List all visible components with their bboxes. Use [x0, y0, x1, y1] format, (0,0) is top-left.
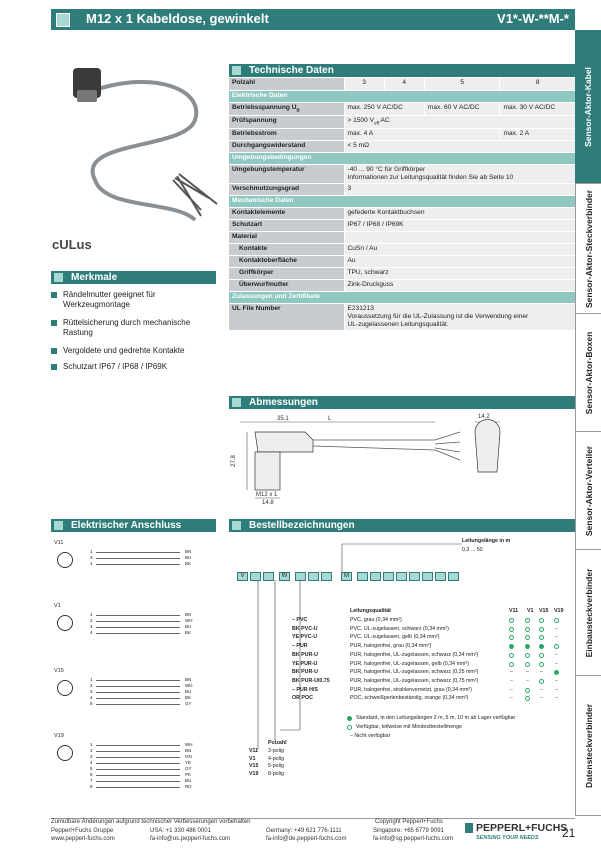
- pin-number: 3: [90, 689, 93, 694]
- pin-number: 2: [90, 683, 93, 688]
- dim-m12: M12 x 1: [256, 492, 278, 498]
- wire-color: WH: [185, 742, 193, 747]
- wire-color: BU: [185, 689, 192, 694]
- connector-name: V1: [54, 603, 61, 609]
- not-available-mark: –: [510, 695, 513, 702]
- cable-description: PUR, halogenfrei, UL-zugelassen, schwarz (0,25 mm²): [350, 669, 479, 676]
- wire-color: WH: [185, 683, 193, 688]
- polzahl-title: Polzahl: [268, 740, 287, 746]
- polzahl-desc: 3-polig: [268, 748, 284, 754]
- pin-number: 6: [90, 772, 93, 777]
- footer-sg-phone: Singapore: +65 6779 9091: [373, 828, 444, 834]
- cable-code: BK PVC-U: [292, 625, 318, 632]
- wire-color: BN: [185, 748, 192, 753]
- pin-number: 7: [90, 778, 93, 783]
- not-available-mark: –: [540, 686, 543, 693]
- wire-line: [96, 781, 180, 782]
- available-dot-icon: [525, 662, 530, 667]
- cable-code: BK PUR-U: [292, 651, 318, 658]
- pin-number: 3: [90, 624, 93, 629]
- not-available-mark: –: [526, 669, 529, 676]
- cable-description: PVC, UL-zugelassen, gelb (0,34 mm²): [350, 634, 440, 641]
- wire-line: [96, 757, 180, 758]
- cable-description: PUR, halogenfrei, UL-zugelassen, gelb (0,34 mm²): [350, 660, 469, 667]
- pf-logo-text: PEPPERL+FUCHS: [476, 822, 568, 834]
- not-available-mark: –: [555, 695, 558, 702]
- cable-description: PUR, halogenfrei, UL-zugelassen, schwarz (0,75 mm²): [350, 677, 479, 684]
- available-dot-icon: [525, 653, 530, 658]
- code-box-m: M: [341, 572, 352, 581]
- wire-line: [96, 621, 180, 622]
- available-dot-icon: [525, 627, 530, 632]
- available-dot-icon: [539, 679, 544, 684]
- feature-item: Schutzart IP67 / IP68 / IP69K: [51, 362, 211, 372]
- cable-description: POC, schweißperlenbeständig, orange (0,34 mm²): [350, 695, 469, 702]
- col-v15: V15: [539, 608, 549, 614]
- wire-line: [96, 558, 180, 559]
- code-box-w: W: [279, 572, 290, 581]
- available-dot-icon: [509, 662, 514, 667]
- dim-148: 14.8: [262, 500, 274, 506]
- dimension-drawing: [235, 412, 565, 512]
- available-dot-icon: [525, 635, 530, 640]
- page-title: M12 x 1 Kabeldose, gewinkelt: [86, 11, 269, 26]
- pin-number: 5: [90, 766, 93, 771]
- standard-dot-icon: [554, 670, 559, 675]
- cable-length-label: Leitungslänge in m: [462, 538, 511, 544]
- legend-3: – Nicht verfügbar: [350, 733, 391, 739]
- connector-name: V15: [54, 668, 64, 674]
- available-dot-icon: [525, 688, 530, 693]
- wire-line: [96, 615, 180, 616]
- pin-number: 1: [90, 677, 93, 682]
- wire-color: BU: [185, 778, 192, 783]
- section-merkmale: Merkmale: [51, 271, 216, 284]
- wire-line: [96, 564, 180, 565]
- pin-number: 4: [90, 695, 93, 700]
- section-abmessungen: Abmessungen: [229, 396, 575, 409]
- feature-item: Rüttelsicherung durch mechanische Rastung: [51, 318, 211, 338]
- wire-color: BN: [185, 612, 192, 617]
- wire-line: [96, 692, 180, 693]
- section-technische-daten: Technische Daten: [229, 64, 575, 77]
- sidebar-tab-verteiler[interactable]: Sensor-Aktor-Verteiler: [575, 432, 601, 550]
- product-photo: [55, 50, 225, 230]
- wire-color: RD: [185, 784, 192, 789]
- tech-data-table: Polzahl 3 4 5 8 Elektrische Daten Betriebsspannung $U_B$ max. 250 V AC/DC max. 60 V AC/DC max. 30 V AC/DC Prüfspannung > 1500 $V_{eff}$ AC Betriebsstrom max. 4 A max. 2 A Durchgangswiderstand < 5 mΩ Umgebungsbedingungen Umgebungstemperatur -40 ... 90 °C für Griffkörper Informationen zur Leitungsqualität finden Sie ab Seite 10 Verschmutzungsgrad 3 Mechanische Daten Kontaktelemente gefederte Kontaktbuchsen Schutzart IP67 / IP68 / IP69K Material Kontakte CuSn / Au Kontaktoberfläche Au Griffkörper TPU, schwarz Überwurfmutter Zink-Druckguss Zulassungen und Zertifikate UL File Number E231213 Voraussetzung für die UL-Zulassung ist die Verwendung einer UL-zugelassenen Leitungsqualität.: [229, 78, 575, 331]
- available-dot-icon: [539, 618, 544, 623]
- wire-color: GY: [185, 766, 192, 771]
- not-available-mark: –: [526, 677, 529, 684]
- not-available-mark: –: [540, 669, 543, 676]
- header-square-icon: [56, 13, 70, 27]
- not-available-mark: –: [555, 660, 558, 667]
- cable-code: BK PUR-U/0,75: [292, 677, 330, 684]
- connector-face-icon: [57, 615, 73, 631]
- pin-number: 1: [90, 549, 93, 554]
- wire-line: [96, 751, 180, 752]
- sidebar-tab-steckverbinder[interactable]: Sensor-Aktor-Steckverbinder: [575, 184, 601, 314]
- feature-item: Vergoldete und gedrehte Kontakte: [51, 346, 211, 356]
- pf-logo-icon: [465, 823, 473, 833]
- footer-group: Pepperl+Fuchs Gruppe: [51, 828, 114, 834]
- cable-code: – PVC: [292, 617, 308, 623]
- cable-code: BK PUR-U: [292, 669, 318, 676]
- cable-code: YE PVC-U: [292, 634, 318, 641]
- wire-line: [96, 680, 180, 681]
- feature-item: Rändelmutter geeignet für Werkzeugmontage: [51, 290, 211, 310]
- wire-line: [96, 552, 180, 553]
- footer-de-phone: Germany: +49 621 776-1111: [266, 828, 342, 834]
- sidebar-tab-daten[interactable]: Datensteckverbinder: [575, 676, 601, 816]
- connector-face-icon: [57, 745, 73, 761]
- not-available-mark: –: [510, 686, 513, 693]
- ul-logo: cULus: [52, 237, 92, 252]
- wire-line: [96, 704, 180, 705]
- pin-number: 2: [90, 618, 93, 623]
- wire-line: [96, 698, 180, 699]
- not-available-mark: –: [510, 677, 513, 684]
- wire-color: WH: [185, 618, 193, 623]
- wire-color: BU: [185, 555, 192, 560]
- available-dot-icon: [539, 653, 544, 658]
- footer-de-email[interactable]: fa-info@de.pepperl-fuchs.com: [266, 836, 347, 842]
- standard-dot-icon: [509, 644, 514, 649]
- polzahl-code: V1: [249, 755, 256, 762]
- dim-l: L: [328, 416, 332, 422]
- legend-1: Standard, in den Leitungslängen 2 m, 5 m, 10 m ab Lager verfügbar: [356, 715, 516, 721]
- pin-number: 4: [90, 630, 93, 635]
- wire-line: [96, 769, 180, 770]
- pin-number: 3: [90, 754, 93, 759]
- available-dot-icon: [509, 653, 514, 658]
- legend-2: Verfügbar, teilweise mit Mindestbestellmenge: [356, 724, 462, 730]
- lq-title: Leitungsqualität: [350, 608, 391, 614]
- connector-name: V19: [54, 733, 64, 739]
- wire-color: YE: [185, 760, 192, 765]
- sidebar-tab-boxen[interactable]: Sensor-Aktor-Boxen: [575, 314, 601, 432]
- polzahl-desc: 8-polig: [268, 770, 284, 777]
- footer-disclaimer: Zumutbare Änderungen aufgrund technischer Verbesserungen vorbehalten: [51, 819, 251, 825]
- polzahl-desc: 5-polig: [268, 763, 284, 769]
- wire-line: [96, 775, 180, 776]
- available-dot-icon: [509, 627, 514, 632]
- standard-dot-icon: [525, 644, 530, 649]
- col-v1: V1: [527, 608, 534, 614]
- connector-name: V11: [54, 540, 64, 546]
- connector-face-icon: [57, 680, 73, 696]
- wire-line: [96, 763, 180, 764]
- available-dot-icon: [539, 662, 544, 667]
- wire-color: GY: [185, 701, 192, 706]
- not-available-mark: –: [540, 695, 543, 702]
- available-dot-icon: [509, 618, 514, 623]
- wire-line: [96, 686, 180, 687]
- cable-description: PVC, grau (0,34 mm²): [350, 617, 402, 623]
- pin-number: 2: [90, 748, 93, 753]
- cable-length-range: 0,3 ... 50: [462, 547, 483, 553]
- cable-description: PUR, halogenfrei, UL-zugelassen, schwarz (0,34 mm²): [350, 651, 479, 658]
- pin-number: 5: [90, 701, 93, 706]
- product-code: V1*-W-**M-*: [497, 11, 569, 26]
- pin-number: 1: [90, 742, 93, 747]
- legend-open-dot: [347, 725, 352, 730]
- not-available-mark: –: [510, 669, 513, 676]
- cable-code: – PUR H/S: [292, 686, 318, 693]
- wire-color: BK: [185, 561, 192, 566]
- polzahl-code: V11: [249, 748, 259, 754]
- dim-278: 27.8: [230, 455, 237, 467]
- cable-description: PVC, UL-zugelassen, schwarz (0,34 mm²): [350, 625, 449, 632]
- polzahl-code: V15: [249, 763, 259, 769]
- polzahl-desc: 4-polig: [268, 755, 284, 762]
- wire-line: [96, 787, 180, 788]
- pin-number: 4: [90, 760, 93, 765]
- col-v19: V19: [554, 608, 564, 614]
- pin-number: 3: [90, 555, 93, 560]
- wire-color: GN: [185, 754, 192, 759]
- cable-code: – PUR: [292, 643, 308, 650]
- legend-filled-dot: [347, 716, 352, 721]
- col-v11: V11: [509, 608, 519, 614]
- cable-code: OR POC: [292, 695, 313, 702]
- wire-line: [96, 633, 180, 634]
- not-available-mark: –: [555, 625, 558, 632]
- polzahl-code: V19: [249, 770, 259, 777]
- wire-color: BN: [185, 677, 192, 682]
- not-available-mark: –: [555, 686, 558, 693]
- available-dot-icon: [525, 618, 530, 623]
- footer-website-link[interactable]: www.pepperl-fuchs.com: [51, 836, 115, 842]
- wire-color: PK: [185, 772, 192, 777]
- wire-line: [96, 745, 180, 746]
- wire-color: BK: [185, 695, 192, 700]
- wire-line: [96, 627, 180, 628]
- footer-sg-email[interactable]: fa-info@sg.pepperl-fuchs.com: [373, 836, 454, 842]
- pin-number: 8: [90, 784, 93, 789]
- sidebar-tab-einbau[interactable]: Einbausteckverbinder: [575, 550, 601, 676]
- cable-code: YE PUR-U: [292, 660, 318, 667]
- footer-copyright: Copyright Pepperl+Fuchs: [375, 819, 443, 825]
- pf-slogan: SENSING YOUR NEEDS: [476, 835, 539, 841]
- cable-description: PUR, halogenfrei, strahlenvernetzt, grau (0,34 mm²): [350, 686, 472, 693]
- wire-color: BK: [185, 630, 192, 635]
- footer-usa-phone: USA: +1 330 486 0001: [150, 828, 211, 834]
- not-available-mark: –: [555, 651, 558, 658]
- available-dot-icon: [509, 635, 514, 640]
- page-header: [51, 9, 575, 30]
- sidebar-tab-kabel[interactable]: Sensor-Aktor-Kabel: [575, 30, 601, 184]
- connector-face-icon: [57, 552, 73, 568]
- available-dot-icon: [525, 696, 530, 701]
- wire-color: BU: [185, 624, 192, 629]
- section-elektrischer-anschluss: Elektrischer Anschluss: [51, 519, 216, 532]
- page-number: 21: [562, 826, 576, 840]
- dim-142: 14.2: [478, 414, 490, 420]
- available-dot-icon: [554, 618, 559, 623]
- available-dot-icon: [539, 635, 544, 640]
- pin-number: 1: [90, 612, 93, 617]
- not-available-mark: –: [555, 634, 558, 641]
- cable-description: PUR, halogenfrei, grau (0,34 mm²): [350, 643, 432, 650]
- available-dot-icon: [539, 627, 544, 632]
- pin-number: 4: [90, 561, 93, 566]
- footer-usa-email[interactable]: fa-info@us.pepperl-fuchs.com: [150, 836, 231, 842]
- wire-color: BN: [185, 549, 192, 554]
- available-dot-icon: [554, 644, 559, 649]
- standard-dot-icon: [539, 644, 544, 649]
- code-box-v: V: [237, 572, 248, 581]
- not-available-mark: –: [555, 677, 558, 684]
- section-bestellbezeichnungen: Bestellbezeichnungen: [229, 519, 575, 532]
- dim-351: 35.1: [277, 416, 289, 422]
